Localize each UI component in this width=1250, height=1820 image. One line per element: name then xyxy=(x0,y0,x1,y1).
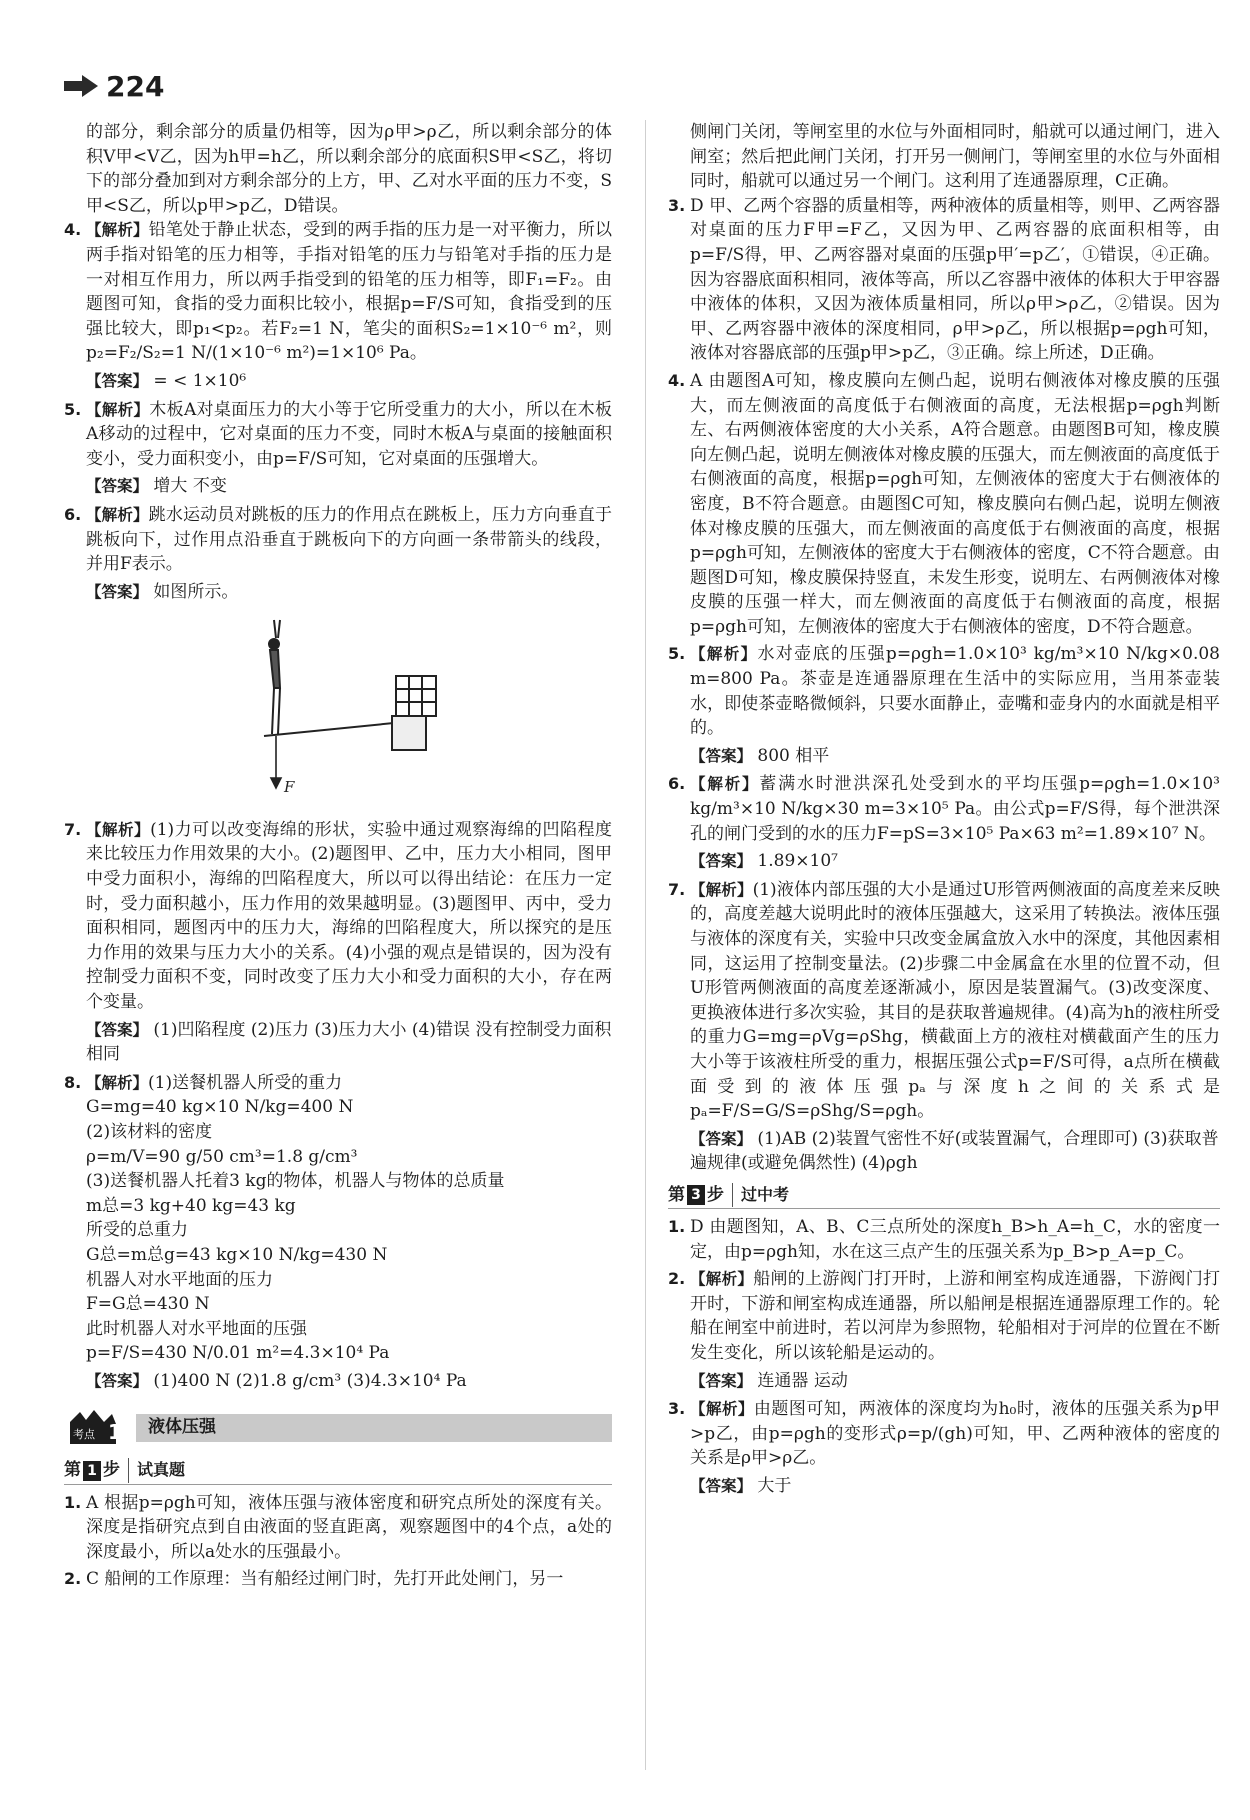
exam-item-5 xyxy=(668,642,1220,740)
answer-tag: 【答案】 xyxy=(86,582,149,601)
step-prefix: 第 xyxy=(64,1460,81,1481)
analysis-tag: 【解析】 xyxy=(86,1073,149,1092)
analysis-text: 由题图知，A、B、C三点所处的深度h_B>h_A=h_C，水的密度一定，由p=ρgh知，水在这三点产生的压强关系为p_B>p_A=p_C。 xyxy=(690,1216,1220,1262)
calc-line: G总=m总g=43 kg×10 N/kg=430 N xyxy=(86,1244,388,1265)
answer-tag: 【答案】 xyxy=(86,371,149,390)
analysis-tag: 【解析】 xyxy=(690,775,760,794)
analysis-tag: 【解析】 xyxy=(86,221,149,240)
calc-line: F=G总=430 N xyxy=(86,1294,210,1315)
final-item-3 xyxy=(668,1397,1220,1471)
answer-line xyxy=(690,1127,1220,1176)
analysis-text: 蓄满水时泄洪深孔处受到水的平均压强p=ρgh=1.0×10³ kg/m³×10 N/kg×30 m=3×10⁵ Pa。由公式p=F/S得，每个泄洪深孔的闸门受到的水的压力F=pS=3×10⁵ Pa×63 m²=1.89×10⁷ N。 xyxy=(690,774,1220,844)
page-number: 224 xyxy=(106,69,165,103)
answer-text: 800 相平 xyxy=(757,745,830,766)
step-number: 1 xyxy=(83,1461,101,1481)
calc-line: 所受的总重力 xyxy=(86,1220,188,1241)
item-number: 1. xyxy=(668,1216,686,1236)
analysis-tag: 【解析】 xyxy=(690,1400,754,1419)
step-suffix: 步 xyxy=(707,1184,724,1205)
section-number: 12 xyxy=(108,1419,136,1444)
arrow-icon xyxy=(64,75,98,97)
final-item-2 xyxy=(668,1267,1220,1365)
page-header xyxy=(64,66,164,106)
analysis-text: 船闸的工作原理：当有船经过闸门时，先打开此处闸门，另一 xyxy=(104,1569,564,1590)
answer-text: (1)400 N (2)1.8 g/cm³ (3)4.3×10⁴ Pa xyxy=(153,1370,467,1391)
answer-line xyxy=(690,1369,1220,1394)
answer-text: 连通器 运动 xyxy=(757,1370,848,1391)
analysis-text: (1)力可以改变海绵的形状，实验中通过观察海绵的凹陷程度来比较压力作用效果的大小。(2)题图甲、乙中，压力大小相同，图甲中受力面积小，海绵的凹陷程度大，所以可以得出结论：在压力一定时，受力面积越小，压力作用的效果越明显。(3)题图甲、丙中，受力面积相同，题图丙中的压力大，海绵的凹陷程度大，所以探究的是压力作用的效果与压力大小的关系。(4)小强的观点是错误的，因为没有控制受力面积不变，同时改变了压力大小和受力面积的大小，存在两个变量。 xyxy=(86,819,612,1013)
exam-item-6 xyxy=(668,772,1220,846)
choice-tag: A xyxy=(690,370,703,391)
force-label: F xyxy=(284,778,295,797)
analysis-tag: 【解析】 xyxy=(86,505,149,524)
step-title: 过中考 xyxy=(732,1183,789,1208)
answer-tag: 【答案】 xyxy=(690,1129,753,1148)
item-number: 7. xyxy=(668,879,686,899)
exam-item-7 xyxy=(668,878,1220,1124)
answer-item-8 xyxy=(64,1071,612,1366)
column-divider xyxy=(645,120,646,1770)
analysis-text: 木板A对桌面压力的大小等于它所受重力的大小，所以在木板A移动的过程中，它对桌面的压力不变，同时木板A与桌面的接触面积变小，受力面积变小，由p=F/S可知，它对桌面的压强增大。 xyxy=(86,399,612,469)
step-number: 3 xyxy=(687,1185,705,1205)
answer-tag: 【答案】 xyxy=(86,1371,149,1390)
item-number: 8. xyxy=(64,1072,82,1092)
choice-tag: D xyxy=(690,1216,704,1237)
choice-tag: D xyxy=(690,195,704,216)
springboard xyxy=(264,676,436,750)
answer-line xyxy=(86,1018,612,1067)
answer-text: 增大 不变 xyxy=(153,476,227,497)
analysis-text: 船闸的上游阀门打开时，上游和闸室构成连通器，下游阀门打开时，下游和闸室构成连通器，所以船闸是根据连通器原理工作的。轮船在闸室中前进时，若以河岸为参照物，轮船相对于河岸的位置在不断发生变化，所以该轮船是运动的。 xyxy=(690,1269,1220,1363)
answer-line xyxy=(86,474,612,499)
item-number: 2. xyxy=(64,1569,82,1589)
analysis-tag: 【解析】 xyxy=(86,400,150,419)
item-number: 4. xyxy=(668,370,686,390)
item-number: 6. xyxy=(668,774,686,794)
final-item-1 xyxy=(668,1215,1220,1264)
section-header xyxy=(64,1408,612,1448)
answer-tag: 【答案】 xyxy=(690,852,753,871)
answer-text: = < 1×10⁶ xyxy=(153,370,247,391)
item-number: 7. xyxy=(64,819,82,839)
step-suffix: 步 xyxy=(103,1460,120,1481)
diver-figure xyxy=(214,616,474,802)
answer-tag: 【答案】 xyxy=(690,746,753,765)
analysis-text: 水对壶底的压强p=ρgh=1.0×10³ kg/m³×10 N/kg×0.08 m=800 Pa。茶壶是连通器原理在生活中的实际应用，当用茶壶装水，即使茶壶略微倾斜，只要水面静止，壶嘴和壶身内的水面就是相平的。 xyxy=(690,644,1220,739)
analysis-text: (1)液体内部压强的大小是通过U形管两侧液面的高度差来反映的，高度差越大说明此时的液体压强越大，这采用了转换法。液体压强与液体的深度有关，实验中只改变金属盒放入水中的深度，其他因素相同，这运用了控制变量法。(2)步骤二中金属盒在水里的位置不动，但U形管两侧液面的高度差逐渐减小，原因是装置漏气。(3)改变深度、更换液体进行多次实验，其目的是获取普遍规律。(4)高为h的液柱所受的重力G=mg=ρVg=ρShg，横截面上方的液柱对横截面产生的压力大小等于该液柱所受的重力，根据压强公式p=F/S可得，a点所在横截面受到的液体压强pₐ与深度h之间的关系式是pₐ=F/S=G/S=ρShg/S=ρgh。 xyxy=(690,879,1220,1122)
analysis-tag: 【解析】 xyxy=(86,820,151,839)
calc-line: 机器人对水平地面的压力 xyxy=(86,1269,273,1290)
answer-text: (1)凹陷程度 (2)压力 (3)压力大小 (4)错误 没有控制受力面积相同 xyxy=(86,1019,612,1065)
answer-tag: 【答案】 xyxy=(86,477,149,496)
answer-item-6 xyxy=(64,503,612,577)
calc-line: p=F/S=430 N/0.01 m²=4.3×10⁴ Pa xyxy=(86,1343,390,1364)
analysis-text: 根据p=ρgh可知，液体压强与液体密度和研究点所处的深度有关。深度是指研究点到自由液面的竖直距离，观察题图中的4个点，a处的深度最小，所以a处水的压强最小。 xyxy=(86,1492,613,1562)
answer-text: (1)AB (2)装置气密性不好(或装置漏气，合理即可) (3)获取普遍规律(或避免偶然性) (4)ρgh xyxy=(690,1128,1219,1174)
answer-line xyxy=(86,369,612,394)
analysis-text: 铅笔处于静止状态，受到的两手指的压力是一对平衡力，所以两手指对铅笔的压力相等，手指对铅笔的压力与铅笔对手指的压力是一对相互作用力，所以两手指受到的铅笔的压力相等，即F₁=F₂。由题图可知，食指的受力面积比较小，根据p=F/S可知，食指受到的压强比较大，即p₁<p₂。若F₂=1 N，笔尖的面积S₂=1×10⁻⁶ m²，则p₂=F₂/S₂=1 N/(1×10⁻⁶ m²)=1×10⁶ Pa。 xyxy=(86,220,612,364)
analysis-text: 由题图A可知，橡皮膜向左侧凸起，说明右侧液体对橡皮膜的压强大，而左侧液面的高度低于右侧液面的高度，无法根据p=ρgh判断左、右两侧液体密度的大小关系，A符合题意。由题图B可知，橡皮膜向左侧凸起，说明左侧液体对橡皮膜的压强大，而左侧液面的高度低于右侧液面的高度，根据p=ρgh可知，左侧液体的密度大于右侧液体的密度，B不符合题意。由题图C可知，橡皮膜向右侧凸起，说明左侧液体对橡皮膜的压强大，而左侧液面的高度低于右侧液面的高度，根据p=ρgh可知，左侧液体的密度大于右侧液体的密度，C不符合题意。由题图D可知，橡皮膜保持竖直，未发生形变，说明左、右两侧液体对橡皮膜的压强一样大，而左侧液面的高度低于右侧液面的高度，根据p=ρgh可知，左侧液体的密度大于右侧液体的密度，D不符合题意。 xyxy=(690,370,1220,637)
calc-line: 此时机器人对水平地面的压强 xyxy=(86,1318,307,1339)
left-column xyxy=(64,120,612,1595)
section-title: 液体压强 xyxy=(136,1414,612,1442)
answer-line xyxy=(86,580,612,605)
analysis-tag: 【解析】 xyxy=(690,645,758,664)
answer-line xyxy=(86,1369,612,1394)
answer-item-5 xyxy=(64,398,612,472)
analysis-text: 跳水运动员对跳板的压力的作用点在跳板上，压力方向垂直于跳板向下，过作用点沿垂直于跳板向下的方向画一条带箭头的线段，并用F表示。 xyxy=(86,504,612,575)
item-number: 3. xyxy=(668,1399,686,1419)
section-label: 考点 xyxy=(73,1427,95,1441)
answer-tag: 【答案】 xyxy=(690,1371,753,1390)
exam-item-2 xyxy=(64,1567,612,1592)
answer-text: 大于 xyxy=(757,1475,792,1496)
item-number: 5. xyxy=(64,399,82,419)
analysis-text: 甲、乙两个容器的质量相等，两种液体的质量相等，则甲、乙两容器对桌面的压力F甲=F乙，又因为甲、乙两容器的底面积相等，由p=F/S得，甲、乙两容器对桌面的压强p甲′=p乙′，①错误，④正确。因为容器底面积相同，液体等高，所以乙容器中液体的体积大于甲容器中液体的体积，又因为液体质量相同，所以ρ甲>ρ乙，②错误。因为甲、乙两容器中液体的深度相同，ρ甲>ρ乙，所以根据p=ρgh可知，液体对容器底部的压强p甲>p乙，③正确。综上所述，D正确。 xyxy=(690,195,1220,364)
answer-line xyxy=(690,744,1220,769)
calc-line: G=mg=40 kg×10 N/kg=400 N xyxy=(86,1097,354,1118)
answer-item-4 xyxy=(64,218,612,366)
calc-line: ρ=m/V=90 g/50 cm³=1.8 g/cm³ xyxy=(86,1146,358,1167)
flame-badge-icon xyxy=(64,1408,136,1448)
analysis-tag: 【解析】 xyxy=(690,1270,754,1289)
exam-item-4 xyxy=(668,369,1220,640)
step-3-header xyxy=(668,1182,1220,1209)
continued-text: 的部分，剩余部分的质量仍相等，因为ρ甲>ρ乙，所以剩余部分的体积V甲<V乙，因为h甲=h乙，所以剩余部分的底面积S甲<S乙，将切下的部分叠加到对方剩余部分的上方，甲、乙对水平面的压力不变，S甲<S乙，所以p甲>p乙，D错误。 xyxy=(86,122,612,216)
calc-line: (2)该材料的密度 xyxy=(86,1122,213,1142)
right-column xyxy=(668,120,1220,1502)
calc-line: (1)送餐机器人所受的重力 xyxy=(148,1072,343,1093)
answer-text: 1.89×10⁷ xyxy=(757,851,838,872)
analysis-text: 由题图可知，两液体的深度均为h₀时，液体的压强关系为p甲>p乙，由p=ρgh的变形式ρ=p/(gh)可知，甲、乙两种液体的密度的关系是ρ甲>ρ乙。 xyxy=(690,1399,1220,1469)
item-number: 6. xyxy=(64,504,82,524)
exam-item-3 xyxy=(668,194,1220,366)
answer-tag: 【答案】 xyxy=(86,1020,149,1039)
answer-line xyxy=(690,1474,1220,1499)
diver-drawing xyxy=(269,620,280,734)
item-number: 1. xyxy=(64,1492,82,1512)
continued-text: 侧闸门关闭，等闸室里的水位与外面相同时，船就可以通过闸门，进入闸室；然后把此闸门关闭，打开另一侧闸门，等闸室里的水位与外面相同时，船就可以通过另一个闸门。这利用了连通器原理，C正确。 xyxy=(690,122,1220,192)
step-1-header xyxy=(64,1458,612,1485)
answer-item-7 xyxy=(64,818,612,1015)
exam-item-1 xyxy=(64,1491,612,1565)
step-prefix: 第 xyxy=(668,1184,685,1205)
answer-line xyxy=(690,849,1220,874)
item-number: 4. xyxy=(64,220,82,240)
analysis-tag: 【解析】 xyxy=(690,880,753,899)
answer-tag: 【答案】 xyxy=(690,1476,753,1495)
item-number: 5. xyxy=(668,644,686,664)
choice-tag: C xyxy=(86,1569,100,1590)
force-arrow xyxy=(271,736,281,788)
item-number: 2. xyxy=(668,1269,686,1289)
answer-text: 如图所示。 xyxy=(153,581,239,602)
step-title: 试真题 xyxy=(128,1458,185,1483)
calc-line: m总=3 kg+40 kg=43 kg xyxy=(86,1195,296,1216)
item-number: 3. xyxy=(668,195,686,215)
calc-line: (3)送餐机器人托着3 kg的物体，机器人与物体的总质量 xyxy=(86,1171,505,1192)
choice-tag: A xyxy=(86,1492,99,1513)
